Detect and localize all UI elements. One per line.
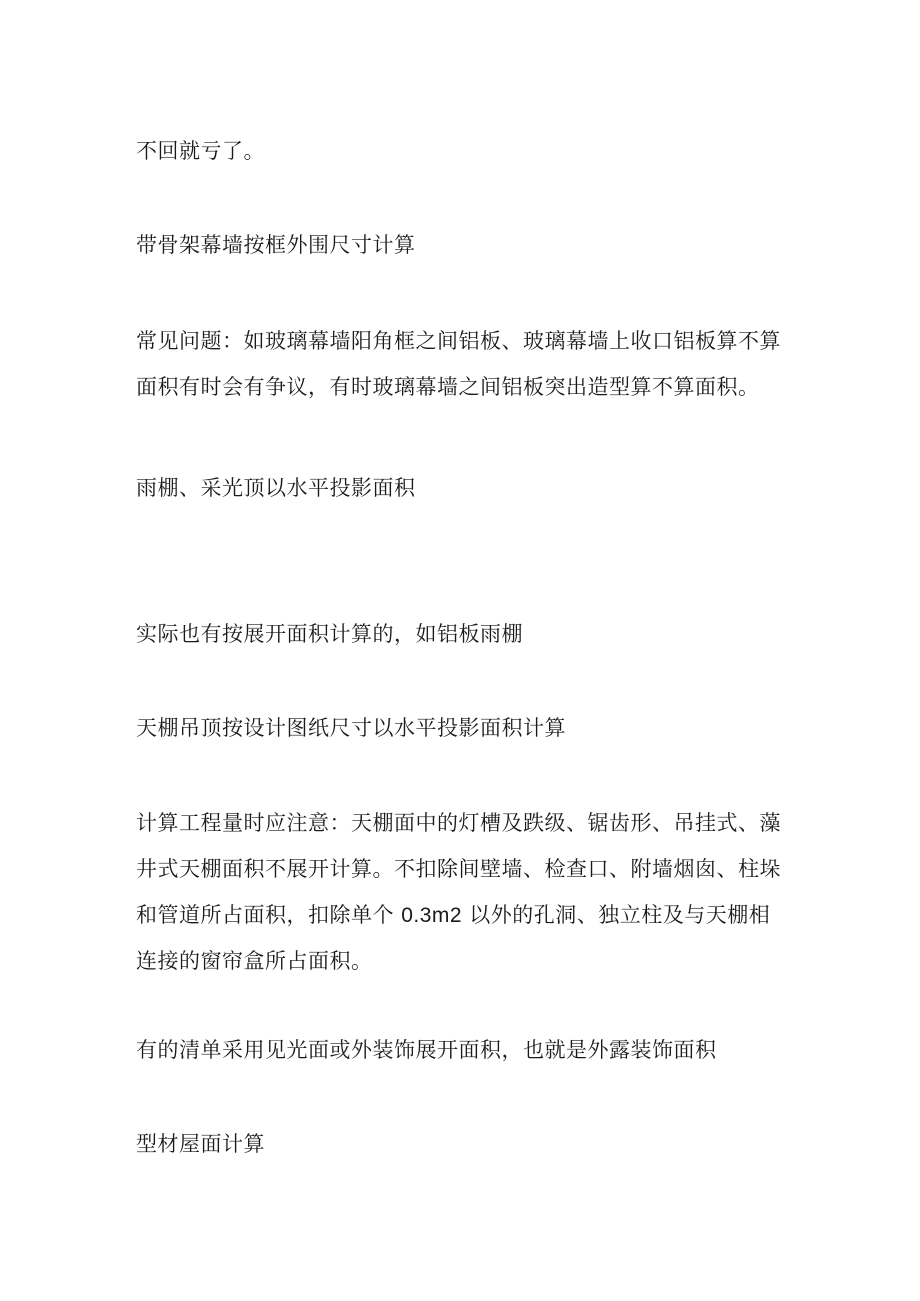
- paragraph-line: [136, 892, 796, 938]
- paragraph-5: [136, 611, 796, 657]
- paragraph-line: 雨棚、采光顶以水平投影面积: [136, 476, 416, 500]
- paragraph-4: [136, 465, 796, 511]
- paragraph-line: 带骨架幕墙按框外围尺寸计算: [136, 233, 416, 257]
- paragraph-line: 面积有时会有争议，有时玻璃幕墙之间铝板突出造型算不算面积。: [136, 375, 760, 399]
- paragraph-line: 常见问题：如玻璃幕墙阳角框之间铝板、玻璃幕墙上收口铝板算不算: [136, 329, 781, 353]
- paragraph-9: [136, 1121, 796, 1167]
- paragraph-line: 有的清单采用见光面或外装饰展开面积，也就是外露装饰面积: [136, 1038, 717, 1062]
- paragraph-8: [136, 1027, 796, 1073]
- text-run: 和管道所占面积，扣除单个: [136, 903, 402, 927]
- paragraph-2: [136, 222, 796, 268]
- paragraph-6: [136, 705, 796, 751]
- paragraph-line: 计算工程量时应注意：天棚面中的灯槽及跌级、锯齿形、吊挂式、藻: [136, 811, 781, 835]
- paragraph-line: 实际也有按展开面积计算的，如铝板雨棚: [136, 622, 523, 646]
- paragraph-line: 型材屋面计算: [136, 1132, 265, 1156]
- paragraph-line: 不回就亏了。: [136, 139, 265, 163]
- paragraph-line: 天棚吊顶按设计图纸尺寸以水平投影面积计算: [136, 716, 566, 740]
- paragraph-line: 连接的窗帘盒所占面积。: [136, 949, 373, 973]
- text-run: 以外的孔洞、独立柱及与天棚相: [462, 903, 771, 927]
- paragraph-line: 井式天棚面积不展开计算。不扣除间壁墙、检查口、附墙烟囱、柱垛: [136, 857, 781, 881]
- paragraph-3: [136, 318, 796, 410]
- paragraph-7: [136, 800, 796, 984]
- paragraph-1: [136, 128, 796, 174]
- area-value: 0.3m2: [401, 904, 463, 927]
